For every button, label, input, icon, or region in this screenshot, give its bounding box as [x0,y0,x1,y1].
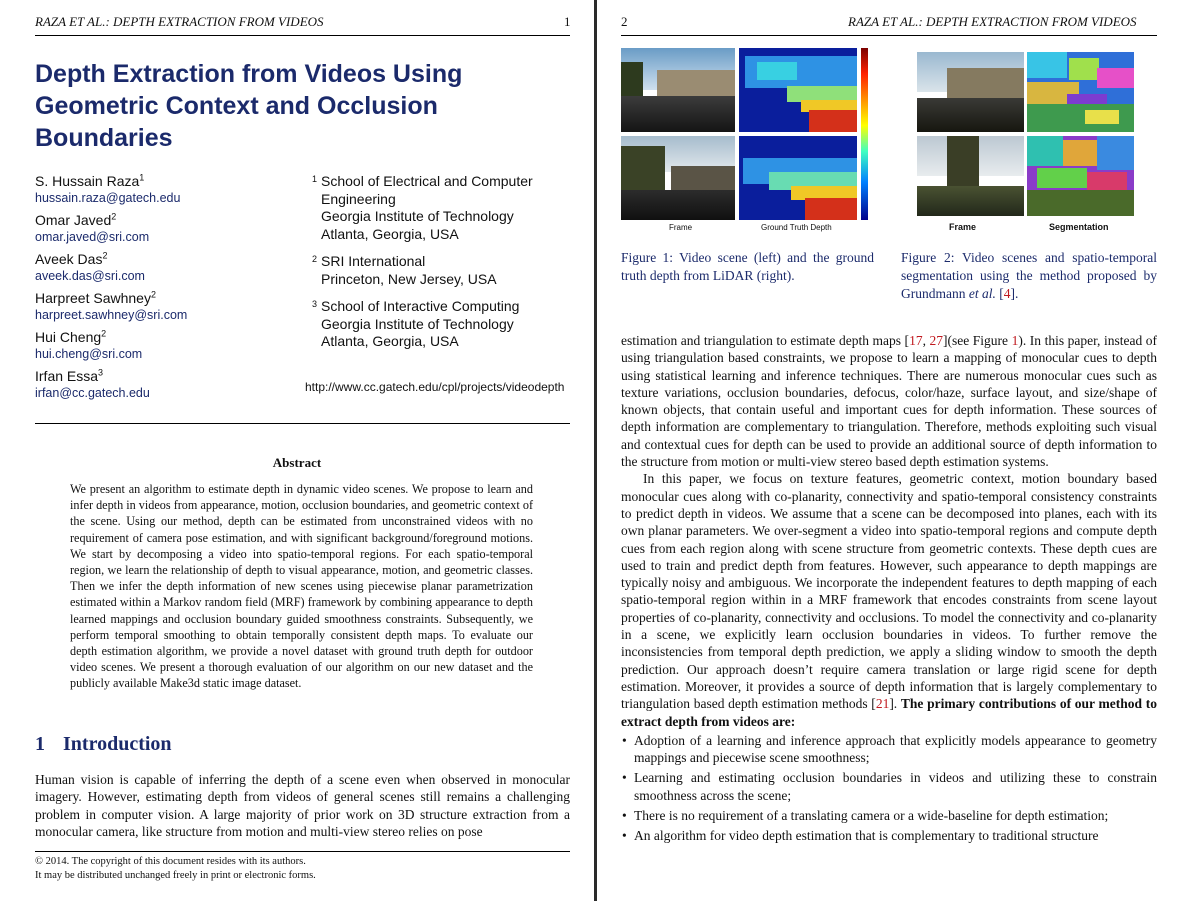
paper-title: Depth Extraction from Videos Using Geometric Context and Occlusion Boundaries [35,60,463,152]
author: Omar Javed$^2$ omar.javed@sri.com [35,211,295,246]
project-url[interactable]: http://www.cc.gatech.edu/cpl/projects/videodepth [305,380,565,394]
abstract-text: We present an algorithm to estimate depth in dynamic video scenes. We propose to learn and infer depth in videos from appearance, motion, occlusion boundaries, and geometric context of the scene. Using our method, depth can be estimated from unconstrained videos with no requirement of camera pose estimation, and with significant background/foreground motions. We start by decomposing a video into spatio-temporal regions. For each spatio-temporal region, we learn the relationship of depth to visual appearance, motion, and geometric classes. Then we infer the depth information of new scenes using piecewise planar parametrization estimated within a Markov random field (MRF) framework by combining appearance to depth learned mappings and occlusion boundary guided smoothness constraints. Subsequently, we perform temporal smoothing to obtain temporally consistent depth maps. To evaluate our depth estimation algorithm, we provide a novel dataset with ground truth depth for outdoor video scenes. We present a thorough evaluation of our algorithm on our new dataset and the publicly available Make3d static image dataset. [70,482,533,691]
contribution-list [621,732,1157,845]
author-list [35,172,295,406]
copyright-footnote: © 2014. The copyright of this document resides with its authors. It may be distributed unchanged freely in print or electronic forms. [35,856,316,881]
running-head: RAZA ET AL.: DEPTH EXTRACTION FROM VIDEOS [848,14,1137,29]
section-heading: 1 Introduction [35,733,172,755]
footnote-rule [35,851,570,852]
citation-link[interactable]: 17 [909,333,923,348]
abstract-heading: Abstract [272,455,322,470]
depth-colorbar [861,48,868,220]
author: Irfan Essa$^3$ irfan@cc.gatech.edu [35,367,295,402]
author: Harpreet Sawhney$^2$ harpreet.sawhney@sri.com [35,289,295,324]
affiliation-list [312,173,582,361]
depth-map-image [739,48,857,132]
list-item: • Learning and estimating occlusion boundaries in videos and utilizing these to constrain smoothness across the scene; [621,769,1157,804]
figure-1 [621,48,871,233]
segmentation-image [1027,136,1134,216]
page-2 [597,0,1187,901]
author-name: Omar Javed [35,212,112,228]
figure-2 [917,52,1127,237]
author: Aveek Das$^2$ aveek.das@sri.com [35,250,295,285]
author-email[interactable]: irfan@cc.gatech.edu [35,386,150,400]
segmentation-image [1027,52,1134,132]
affiliation: 1 School of Electrical and Computer Engineering Georgia Institute of Technology Atlanta, Georgia, USA [312,173,533,242]
page-number: 2 [621,14,628,29]
figure-ref-link[interactable]: 1 [1011,333,1019,348]
author-email[interactable]: omar.javed@sri.com [35,230,150,244]
paragraph: In this paper, we focus on texture features, geometric context, motion boundary based monocular cues along with co-planarity, connectivity and spatio-temporal consistency constraints to predict depth in videos. We assume that a scene can be decomposed into planes, each with its own planar parameters. We over-segment a video into spatio-temporal regions and compute depth cues from each region along with scene structure from geometric contexts. These depth cues are used to train and predict depth from features. However, such appearance to depth mappings are typically noisy and ambiguous. We incorporate the independent features to depth mapping of each spatio-temporal region within in a MRF framework that encodes constraints from scene layout properties of co-planarity, connectivity and occlusions. To model the connectivity and co-planarity in a scene, we explicitly learn occlusion boundaries in videos. To further remove the inconsistencies from temporal depth prediction, we apply a sliding window to smooth the depth prediction. Our approach doesn’t require camera translation or large rigid scene for depth estimation. Moreover, it provides a source of depth information that is largely complementary to triangulation based depth estimation methods [21]. The primary contributions of our method to extract depth from videos are: [621,471,1157,729]
video-frame-image [621,48,735,132]
figure-2-caption: Figure 2: Video scenes and spatio-temporal segmentation using the method proposed by Grundmann et al. [4]. [901,250,1157,301]
affiliation: 3 School of Interactive Computing Georgia Institute of Technology Atlanta, Georgia, USA [312,298,520,349]
video-frame-image [621,136,735,220]
author-name: Harpreet Sawhney [35,290,151,306]
frame-label: Frame [949,222,977,232]
video-frame-image [917,52,1024,132]
body-text [621,332,1157,848]
citation-link[interactable]: 21 [875,696,890,712]
author-email[interactable]: harpreet.sawhney@sri.com [35,308,188,322]
segmentation-label: Segmentation [1049,222,1109,232]
depth-label: Ground Truth Depth [761,223,832,232]
author: Hui Cheng$^2$ hui.cheng@sri.com [35,328,295,363]
author-block-rule [35,423,570,424]
header-rule [621,35,1157,36]
paragraph: estimation and triangulation to estimate depth maps [17, 27](see Figure 1). In this paper, instead of using triangulation based constraints, we propose to learn a mapping of monocular cues to depth using statistical learning and inference techniques. There are numerous monocular cues such as texture variations, occlusion boundaries, defocus, color/haze, surface layout, and size/shape of known objects, that contain useful and important cues for depth information. These sources of depth information are complementary to triangulation. Therefore, methods exploiting such visual and contextual cues for depth can be used to provide an additional source of depth information to the structure from motion or multi-view stereo based depth estimation systems. [621,333,1158,470]
depth-map-image [739,136,857,220]
author: S. Hussain Raza$^1$ hussain.raza@gatech.edu [35,172,295,207]
author-name: Hui Cheng [35,329,102,345]
author-name: Aveek Das [35,251,103,267]
author-email[interactable]: aveek.das@sri.com [35,269,145,283]
frame-label: Frame [669,223,693,232]
video-frame-image [917,136,1024,216]
affiliation: 2 SRI International Princeton, New Jersey, USA [312,253,497,287]
figure-1-caption: Figure 1: Video scene (left) and the ground truth depth from LiDAR (right). [621,250,874,283]
list-item: • An algorithm for video depth estimation that is complementary to traditional structure [621,827,1157,844]
author-email[interactable]: hui.cheng@sri.com [35,347,143,361]
running-head: RAZA ET AL.: DEPTH EXTRACTION FROM VIDEOS [35,14,324,29]
page-number: 1 [564,14,571,29]
author-email[interactable]: hussain.raza@gatech.edu [35,191,181,205]
header-rule [35,35,570,36]
list-item: • There is no requirement of a translating camera or a wide-baseline for depth estimation; [621,807,1157,824]
author-name: S. Hussain Raza [35,173,140,189]
citation-link[interactable]: 4 [1003,286,1011,301]
intro-paragraph: Human vision is capable of inferring the depth of a scene even when observed in monocular imagery. However, estimating depth from videos of general scenes still remains a challenging problem in computer vision. A large majority of prior work on 3D structure extraction from a monocular camera, like structure from motion and multi-view stereo relies on pose [35,772,570,839]
citation-link[interactable]: 27 [929,333,943,348]
list-item: • Adoption of a learning and inference approach that explicitly models appearance to geometry mappings and piecewise scene smoothness; [621,732,1157,767]
author-name: Irfan Essa [35,368,99,384]
